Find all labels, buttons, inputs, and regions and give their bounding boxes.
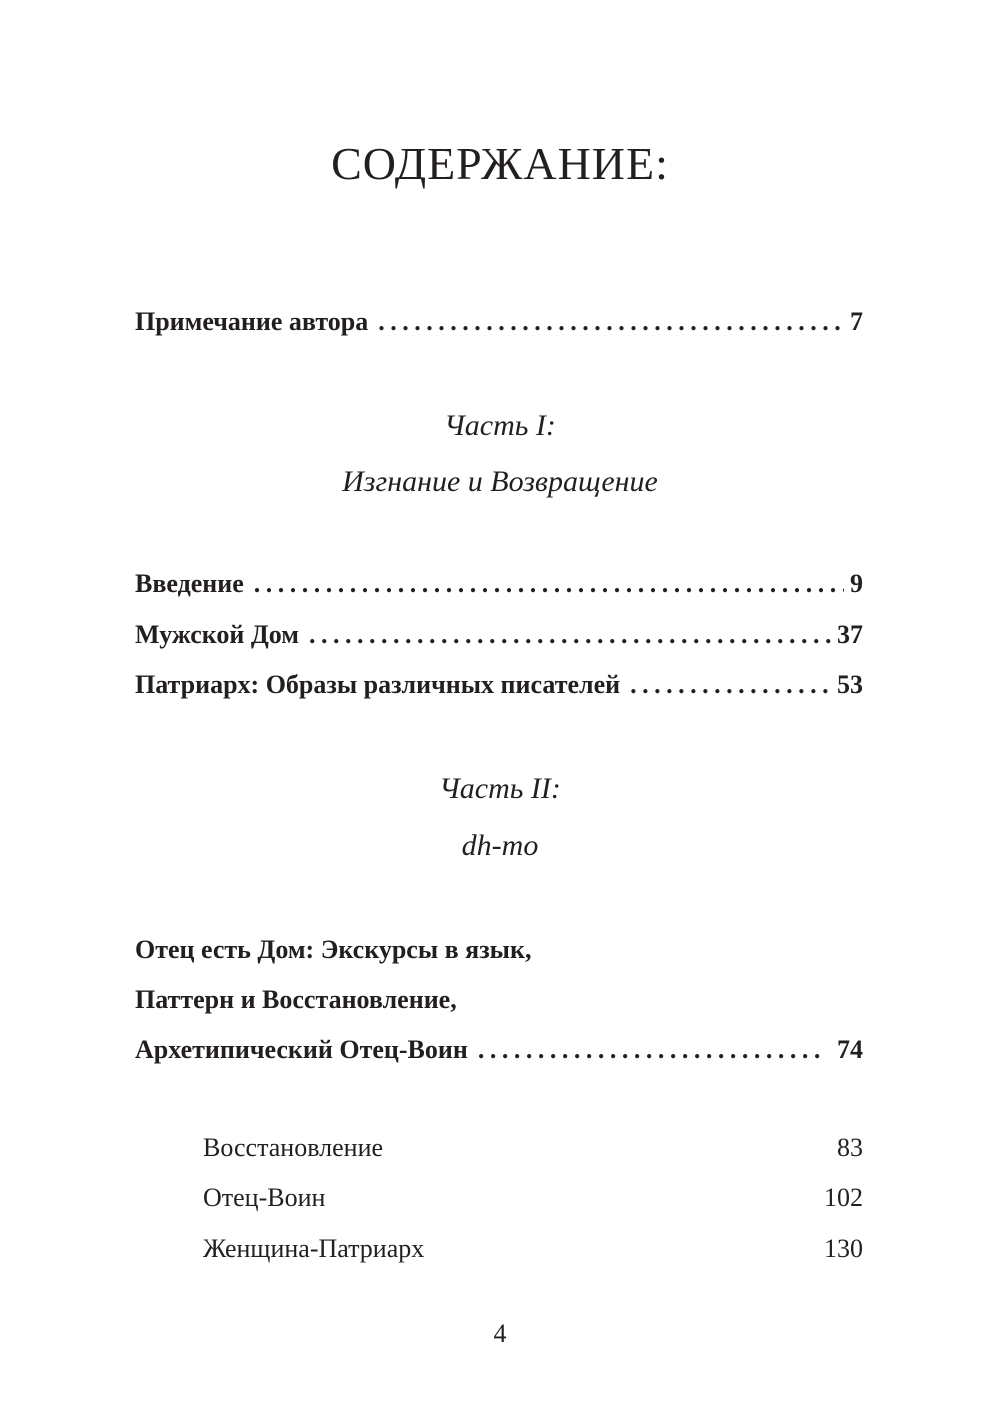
toc-entry-label: Введение	[135, 569, 244, 598]
toc-entry-patriarch-images	[135, 665, 863, 705]
toc-entry-label: Примечание автора	[135, 307, 369, 336]
toc-subentry-label: Восстановление	[203, 1133, 384, 1162]
part-1-label: Часть I:	[444, 409, 556, 442]
part-2-label: Часть II:	[439, 772, 561, 805]
toc-entry-page: 9	[850, 569, 863, 598]
toc-entry-father-house-line-2: Паттерн и Восстановление,	[135, 985, 457, 1014]
toc-entry-introduction	[135, 564, 863, 604]
toc-subentry-page: 102	[824, 1183, 863, 1212]
toc-entry-male-house	[135, 615, 863, 655]
page-title: СОДЕРЖАНИЕ:	[331, 138, 669, 189]
toc-entry-page: 53	[837, 670, 863, 699]
dot-leader	[378, 302, 844, 342]
dot-leader	[630, 665, 831, 705]
toc-entry-page: 74	[837, 1035, 863, 1064]
toc-entry-label: Мужской Дом	[135, 620, 299, 649]
toc-entry-author-note	[135, 302, 863, 342]
toc-subentry-father-warrior	[203, 1178, 863, 1218]
toc-subentry-restoration	[203, 1128, 863, 1168]
toc-subentry-label: Отец-Воин	[203, 1183, 326, 1212]
part-2-subtitle: dh-mo	[461, 829, 539, 862]
dot-leader	[254, 564, 844, 604]
toc-entry-page: 7	[850, 307, 863, 336]
dot-leader	[478, 1030, 823, 1070]
toc-subentry-page: 130	[824, 1234, 863, 1263]
toc-entry-label: Патриарх: Образы различных писателей	[135, 670, 621, 699]
part-1-subtitle: Изгнание и Возвращение	[342, 465, 658, 498]
toc-entry-father-house-line-1: Отец есть Дом: Экскурсы в язык,	[135, 935, 532, 964]
toc-entry-label: Архетипический Отец-Воин	[135, 1035, 468, 1064]
toc-entry-page: 37	[837, 620, 863, 649]
toc-entry-father-house	[135, 1030, 863, 1070]
dot-leader	[309, 615, 831, 655]
toc-subentry-woman-patriarch	[203, 1229, 863, 1269]
toc-subentry-page: 83	[837, 1133, 863, 1162]
toc-subentry-label: Женщина-Патриарх	[203, 1234, 425, 1263]
page-number: 4	[493, 1319, 507, 1348]
